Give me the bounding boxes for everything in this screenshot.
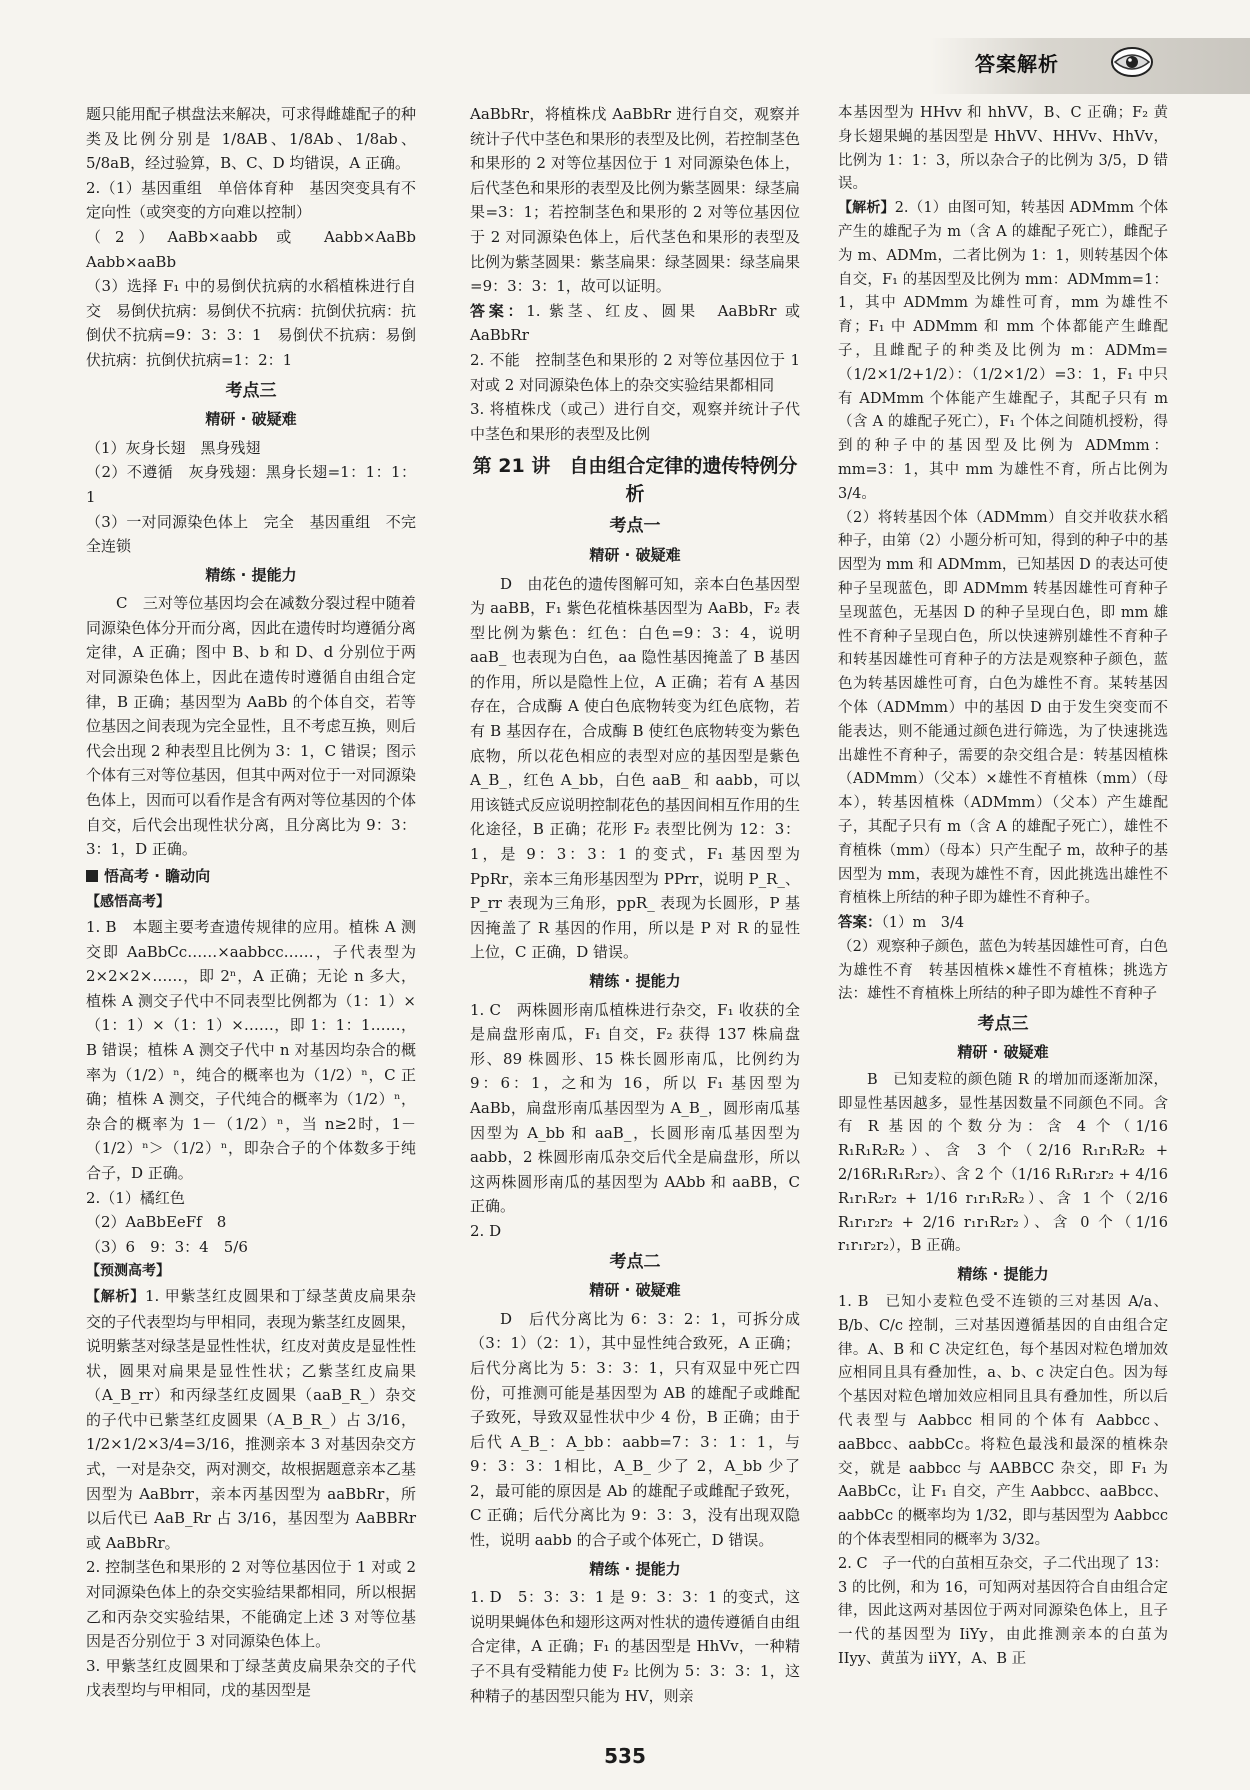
page-number: 535 [604, 1744, 646, 1768]
paragraph-text: 1. 紫茎、红皮、圆果 AaBbRr 或 AaBbRr [470, 301, 800, 345]
subsection-title: 精练 · 提能力 [589, 1559, 681, 1578]
paragraph: （2）AaBbEeFf 8 [86, 1213, 227, 1232]
bracket-heading: 【预测高考】 [86, 1263, 170, 1280]
paragraph-text: 2.（1）由图可知，转基因 ADMmm 个体产生的雄配子为 m（含 A 的雄配子死亡），雌配子为 m、ADMm，二者比例为 1：1，则转基因个体自交，F₁ 的基因型及比例为 mm：ADMmm=1：1，其中 ADMmm 为雄性可育，mm 为雄性不育；F₁ 中 ADMmm 和 mm 个体都能产生雌配子，且雌配子的种类及比例为 m：ADMm=（1/2×1/2+1/2）：（1/2×1/2）=3：1，F₁ 中只有 ADMmm 个体能产生雄配子，其配子只有 m（含 A 的雄配子死亡），F₁ 个体之间随机授粉，得到的种子中的基因型及比例为 ADMmm：mm=3：1，其中 mm 为雄性不育，所占比例为 3/4。 [838, 200, 1168, 502]
gaokao-heading [86, 864, 416, 889]
header-title: 答案解析 [975, 52, 1059, 76]
paragraph: （1）灰身长翅 黑身残翅 [86, 438, 261, 457]
paragraph: （2）AaBb×aabb 或 Aabb×AaBb Aabb×aaBb [86, 227, 432, 271]
answer-label: 答案： [838, 914, 882, 932]
square-icon [86, 870, 98, 882]
paragraph: 2. 控制茎色和果形的 2 对等位基因位于 1 对或 2 对同源染色体上的杂交实验结果都相同，所以根据乙和丙杂交实验结果，不能确定上述 3 对等位基因是否分别位于 3 对同源染色体上。 [86, 1558, 417, 1651]
paragraph: B 已知麦粒的颜色随 R 的增加而逐渐加深，即显性基因越多，显性基因数量不同颜色不同。含有 R 基因的个数分为：含 4 个（1/16 R₁R₁R₂R₂）、含 3 个（2/16 R₁r₁R₂R₂ + 2/16R₁R₁R₂r₂）、含 2 个（1/16 R₁R₁r₂r₂ + 4/16 R₁r₁R₂r₂ + 1/16 r₁r₁R₂R₂）、含 1 个（2/16 R₁r₁r₂r₂ + 2/16 r₁r₁R₂r₂）、含 0 个（1/16 r₁r₁r₂r₂），B 正确。 [838, 1071, 1168, 1255]
lecture-title: 第 21 讲 自由组合定律的遗传特例分析 [472, 455, 798, 506]
section-title: 考点一 [609, 516, 661, 537]
gaokao-heading-label: 悟高考 · 瞻动向 [104, 866, 211, 885]
paragraph: （2）观察种子颜色，蓝色为转基因雄性可育，白色为雄性不育 转基因植株×雄性不育植株；挑选方法：雄性不育植株上所结的种子即为雄性不育种子 [838, 938, 1168, 1003]
paragraph: D 由花色的遗传图解可知，亲本白色基因型为 aaBB，F₁ 紫色花植株基因型为 AaBb，F₂ 表型比例为紫色：红色：白色=9：3：4，说明 aaB_ 也表现为白色，aa 隐性基因掩盖了 B 基因的作用，所以是隐性上位，A 正确；若有 A 基因存在，合成酶 A 使白色底物转变为红色底物，若有 B 基因存在，合成酶 B 使红色底物转变为紫色底物，所以花色相应的表型对应的基因型是紫色 A_B_，红色 A_bb，白色 aaB_ 和 aabb，可以用该链式反应说明控制花色的基因间相互作用的生化途径，B 正确；花形 F₂ 表型比例为 12：3：1，是 9：3：3：1 的变式，F₁ 基因型为 PpRr，亲本三角形基因型为 PPrr，说明 P_R_、P_rr 表现为三角形，ppR_ 表现为长圆形，P 基因掩盖了 R 基因的作用，所以是 P 对 R 的显性上位，C 正确，D 错误。 [470, 574, 801, 962]
paragraph: 3. 甲紫茎红皮圆果和丁绿茎黄皮扁果杂交的子代戊表型均与甲相同，戊的基因型是 [86, 1656, 416, 1700]
paragraph: D 后代分离比为 6：3：2：1，可拆分成（3：1）（2：1），其中显性纯合致死，A 正确；后代分离比为 5：3：3：1，只有双显中死亡四份，可推测可能是基因型为 AB 的雄配子或雌配子致死，导致双显性状中少 4 份，B 正确；由于后代 A_B_：A_bb：aabb=7：3：1：1，与 9：3：3：1相比，A_B_ 少了 2，A_bb 少了 2，最可能的原因是 Ab 的雄配子或雌配子致死，C 正确；后代分离比为 9：3：3，没有出现双隐性，说明 aabb 的合子或个体死亡，D 错误。 [470, 1309, 800, 1550]
paragraph: 2. C 子一代的白茧相互杂交，子二代出现了 13：3 的比例，和为 16，可知两对基因符合自由组合定律，因此这两对基因位于两对同源染色体上，且子一代的基因型为 IiYy，由此推测亲本的白茧为 IIyy、黄茧为 iiYY，A、B 正 [838, 1555, 1168, 1667]
paragraph [838, 197, 1168, 506]
column-middle [470, 102, 800, 1708]
answer-label: 答案： [470, 301, 527, 320]
subsection-title: 精练 · 提能力 [205, 565, 297, 584]
paragraph: 1. C 两株圆形南瓜植株进行杂交，F₁ 收获的全是扁盘形南瓜，F₁ 自交，F₂ 获得 137 株扁盘形、89 株圆形、15 株长圆形南瓜，比例约为 9：6：1，之和为 16，所以 F₁ 基因型为 AaBb，扁盘形南瓜基因型为 A_B_，圆形南瓜基因型为 A_bb 和 aaB_，长圆形南瓜基因型为 aabb，2 株圆形南瓜杂交后代全是扁盘形，所以这两株圆形南瓜的基因型为 AAbb 和 aaBB，C 正确。 [470, 1000, 800, 1216]
paragraph: 1. B 本题主要考查遗传规律的应用。植株 A 测交即 AaBbCc……×aabbcc……，子代表型为2×2×2×……，即 2ⁿ，A 正确；无论 n 多大，植株 A 测交子代中不同表型比例都为（1：1）×（1：1）×（1：1）×……，即 1：1：1……，B 错误；植株 A 测交子代中 n 对基因均杂合的概率为（1/2）ⁿ，纯合的概率也为（1/2）ⁿ，C 正确；植株 A 测交，子代纯合的概率为（1/2）ⁿ，杂合的概率为 1－（1/2）ⁿ，当 n≥2时，1－（1/2）ⁿ＞（1/2）ⁿ，即杂合子的个体数多于纯合子，D 正确。 [86, 918, 416, 1182]
column-right [838, 102, 1168, 1672]
subsection-title: 精研 · 破疑难 [205, 410, 297, 429]
paragraph: 2.（1）基因重组 单倍体育种 基因突变具有不定向性（或突变的方向难以控制） [86, 178, 416, 222]
bracket-heading: 【感悟高考】 [86, 894, 170, 911]
paragraph: AaBbRr，将植株戊 AaBbRr 进行自交，观察并统计子代中茎色和果形的表型及比例，若控制茎色和果形的 2 对等位基因位于 1 对同源染色体上，后代茎色和果形的表型及比例为紫茎圆果：绿茎扁果=3：1；若控制茎色和果形的 2 对等位基因位于 2 对同源染色体上，后代茎色和果形的表型及比例为紫茎圆果：紫茎扁果：绿茎圆果：绿茎扁果=9：3：3：1，故可以证明。 [470, 105, 801, 296]
section-title: 考点三 [977, 1014, 1029, 1035]
subsection-title: 精研 · 破疑难 [957, 1043, 1049, 1062]
paragraph: （3）选择 F₁ 中的易倒伏抗病的水稻植株进行自交 易倒伏抗病：易倒伏不抗病：抗倒伏抗病：抗倒伏不抗病=9：3：3：1 易倒伏不抗病：易倒伏抗病：抗倒伏抗病=1：2：1 [86, 277, 417, 369]
paragraph [838, 911, 1168, 936]
paragraph: 本基因型为 HHvv 和 hhVV，B、C 正确；F₂ 黄身长翅果蝇的基因型是 HhVV、HHVv、HhVv，比例为 1：1：3，所以杂合子的比例为 3/5，D 错误。 [838, 105, 1168, 193]
paragraph: （3）6 9：3：4 5/6 [86, 1237, 248, 1256]
paragraph: 2.（1）橘红色 [86, 1188, 185, 1207]
column-left [86, 102, 432, 1703]
analysis-label: 【解析】 [86, 1288, 145, 1305]
section-title: 考点二 [609, 1251, 661, 1272]
paragraph: （2）将转基因个体（ADMmm）自交并收获水稻种子，由第（2）小题分析可知，得到的种子中的基因型为 mm 和 ADMmm，已知基因 D 的表达可使种子呈现蓝色，即 ADMmm 转基因雄性可育种子呈现蓝色，无基因 D 的种子呈现白色，即 mm 雄性不育种子呈现白色，所以快速辨别雄性不育种子和转基因雄性可育种子的方法是观察种子颜色，蓝色为转基因雄性可育，白色为雄性不育。某转基因个体（ADMmm）中的基因 D 由于发生突变而不能表达，则不能通过颜色进行筛选，为了快速挑选出雄性不育种子，需要的杂交组合是：转基因植株（ADMmm）（父本）×雄性不育植株（mm）（母本），转基因植株（ADMmm）（父本）产生雄配子，其配子只有 m（含 A 的雄配子死亡），雄性不育植株（mm）（母本）只产生配子 m，故种子的基因型为 mm，表现为雄性不育，因此挑选出雄性不育植株上所结的种子即为雄性不育种子。 [838, 509, 1168, 907]
paragraph: C 三对等位基因均会在减数分裂过程中随着同源染色体分开而分离，因此在遗传时均遵循分离定律，A 正确；图中 B、b 和 D、d 分别位于两对同源染色体上，因此在遗传时遵循自由组合定律，B 正确；基因型为 AaBb 的个体自交，若等位基因之间表现为完全显性，且不考虑互换，则后代会出现 2 种表型且比例为 3：1，C 错误；图示个体有三对等位基因，但其中两对位于一对同源染色体上，因而可以看作是含有两对等位基因的个体自交，后代会出现性状分离，且分离比为 9：3：3：1，D 正确。 [86, 594, 417, 859]
paragraph: （3）一对同源染色体上 完全 基因重组 不完全连锁 [86, 512, 416, 556]
eye-logo-icon [1110, 45, 1154, 79]
paragraph: 3. 将植株戊（或己）进行自交，观察并统计子代中茎色和果形的表型及比例 [470, 400, 800, 443]
analysis-label: 【解析】 [838, 200, 895, 217]
paragraph [470, 299, 800, 348]
paragraph [86, 1284, 416, 1556]
paragraph: （2）不遵循 灰身残翅：黑身长翅=1：1：1：1 [86, 463, 416, 506]
subsection-title: 精练 · 提能力 [957, 1265, 1049, 1284]
paragraph: 题只能用配子棋盘法来解决，可求得雌雄配子的种类及比例分别是 1/8AB、1/8Ab、1/8ab、5/8aB，经过验算，B、C、D 均错误，A 正确。 [86, 105, 417, 173]
paragraph-text: 1. 甲紫茎红皮圆果和丁绿茎黄皮扁果杂交的子代表型均与甲相同，表现为紫茎红皮圆果，说明紫茎对绿茎是显性性状，红皮对黄皮是显性性状，圆果对扁果是显性性状；乙紫茎红皮扁果（A_B_rr）和丙绿茎红皮圆果（aaB_R_）杂交的子代中已紫茎红皮圆果（A_B_R_）占 3/16，1/2×1/2×3/4=3/16，推测亲本 3 对基因杂交方式，一对是杂交，两对测交，故根据题意亲本乙基因型为 AaBbrr，亲本丙基因型为 aaBbRr，所以后代已 AaB_Rr 占 3/16，基因型为 AaBBRr 或 AaBbRr。 [86, 1286, 417, 1552]
section-title: 考点三 [225, 380, 277, 401]
paragraph: 1. B 已知小麦粒色受不连锁的三对基因 A/a、B/b、C/c 控制，三对基因遵循基因的自由组合定律。A、B 和 C 决定红色，每个基因对粒色增加效应相同且具有叠加性，a、b、c 决定白色。因为每个基因对粒色增加效应相同且具有叠加性，所以后代表型与 Aabbcc 相同的个体有 Aabbcc、aaBbcc、aabbCc。将粒色最浅和最深的植株杂交，就是 aabbcc 与 AABBCC 杂交，即 F₁ 为 AaBbCc，让 F₁ 自交，产生 Aabbcc、aaBbcc、aabbCc 的概率均为 1/32，即与基因型为 Aabbcc 的个体表型相同的概率为 3/32。 [838, 1294, 1168, 1549]
paragraph: 1. D 5：3：3：1 是 9：3：3：1 的变式，这说明果蝇体色和翅形这两对性状的遗传遵循自由组合定律，A 正确；F₁ 的基因型是 HhVv，一种精子不具有受精能力使 F₂ 比例为 5：3：3：1，这种精子的基因型只能为 HV，则亲 [470, 1588, 801, 1705]
subsection-title: 精练 · 提能力 [589, 972, 681, 990]
subsection-title: 精研 · 破疑难 [589, 545, 681, 564]
paragraph: 2. D [470, 1221, 502, 1240]
paragraph: 2. 不能 控制茎色和果形的 2 对等位基因位于 1 对或 2 对同源染色体上的杂交实验结果都相同 [470, 350, 800, 394]
subsection-title: 精研 · 破疑难 [589, 1281, 681, 1300]
paragraph-text: （1）m 3/4 [881, 915, 965, 932]
